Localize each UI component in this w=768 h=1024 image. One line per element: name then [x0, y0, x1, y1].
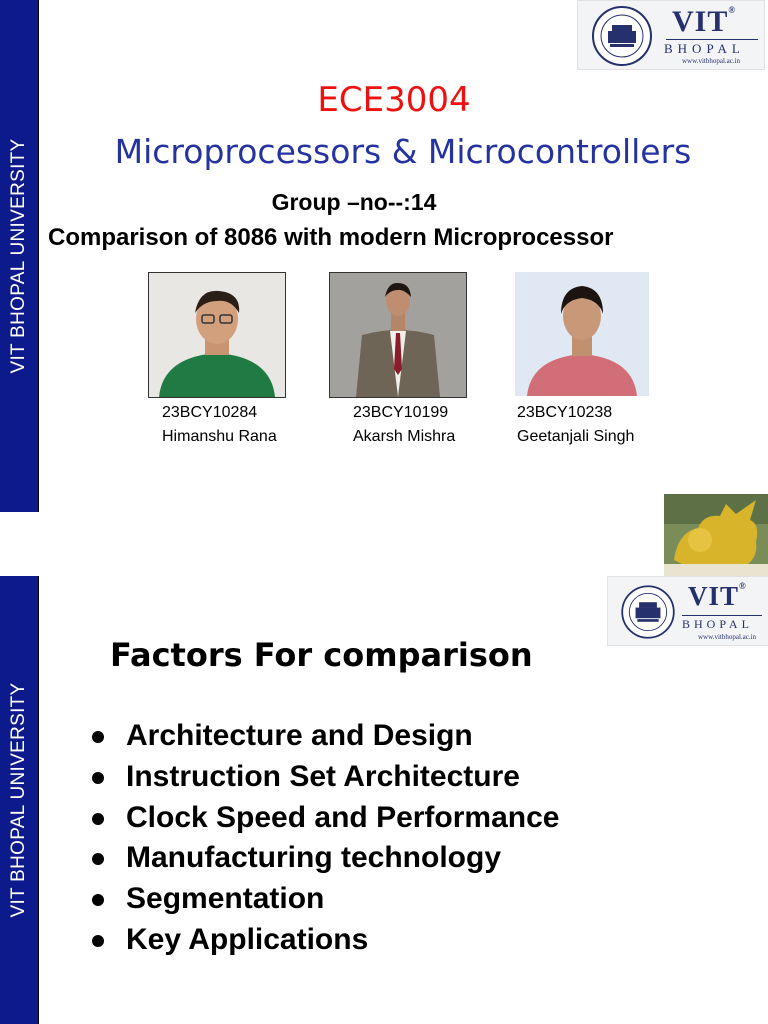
sidebar-university-label: VIT BHOPAL UNIVERSITY	[8, 682, 29, 918]
member-photo	[329, 272, 467, 398]
logo-rule	[682, 615, 762, 616]
list-item: Segmentation	[90, 879, 559, 920]
sidebar-band	[0, 0, 39, 512]
member-photo	[148, 272, 286, 398]
list-item: Manufacturing technology	[90, 838, 559, 879]
course-name: Microprocessors & Microcontrollers	[114, 132, 692, 171]
member-name: Himanshu Rana	[162, 428, 277, 445]
presentation-topic: Comparison of 8086 with modern Microprocessor	[48, 224, 614, 251]
list-item: Architecture and Design	[90, 716, 559, 757]
member-name: Geetanjali Singh	[517, 428, 635, 445]
list-item: Instruction Set Architecture	[90, 757, 559, 798]
sidebar-band	[0, 576, 39, 1024]
logo-subtitle: BHOPAL	[682, 617, 753, 631]
logo-rule	[666, 39, 758, 40]
lion-statue-image	[664, 494, 768, 576]
member-id: 23BCY10238	[517, 404, 613, 421]
logo-url: www.vitbhopal.ac.in	[682, 57, 741, 65]
sidebar-university-label: VIT BHOPAL UNIVERSITY	[8, 138, 29, 374]
bullet-icon	[92, 731, 104, 743]
logo-wordmark: VIT®	[672, 5, 737, 38]
member-name: Akarsh Mishra	[353, 428, 456, 445]
university-seal-icon	[616, 581, 680, 643]
member-id: 23BCY10199	[353, 404, 449, 421]
list-item: Key Applications	[90, 920, 559, 961]
list-item: Clock Speed and Performance	[90, 798, 559, 839]
member-id: 23BCY10284	[162, 404, 258, 421]
university-seal-icon	[586, 5, 658, 67]
course-code: ECE3004	[317, 80, 471, 120]
vit-bhopal-logo	[577, 0, 765, 70]
bullet-icon	[92, 772, 104, 784]
bullet-icon	[92, 813, 104, 825]
slide-gap	[0, 512, 768, 576]
bullet-icon	[92, 853, 104, 865]
logo-wordmark: VIT®	[688, 581, 747, 611]
logo-url: www.vitbhopal.ac.in	[698, 633, 757, 641]
logo-subtitle: BHOPAL	[664, 41, 745, 56]
member-photo	[515, 272, 649, 396]
factors-list	[90, 716, 559, 961]
bullet-icon	[92, 894, 104, 906]
bullet-icon	[92, 935, 104, 947]
vit-bhopal-logo	[607, 576, 768, 646]
slide-title: Factors For comparison	[110, 636, 533, 674]
group-number: Group –no--:14	[271, 189, 437, 215]
